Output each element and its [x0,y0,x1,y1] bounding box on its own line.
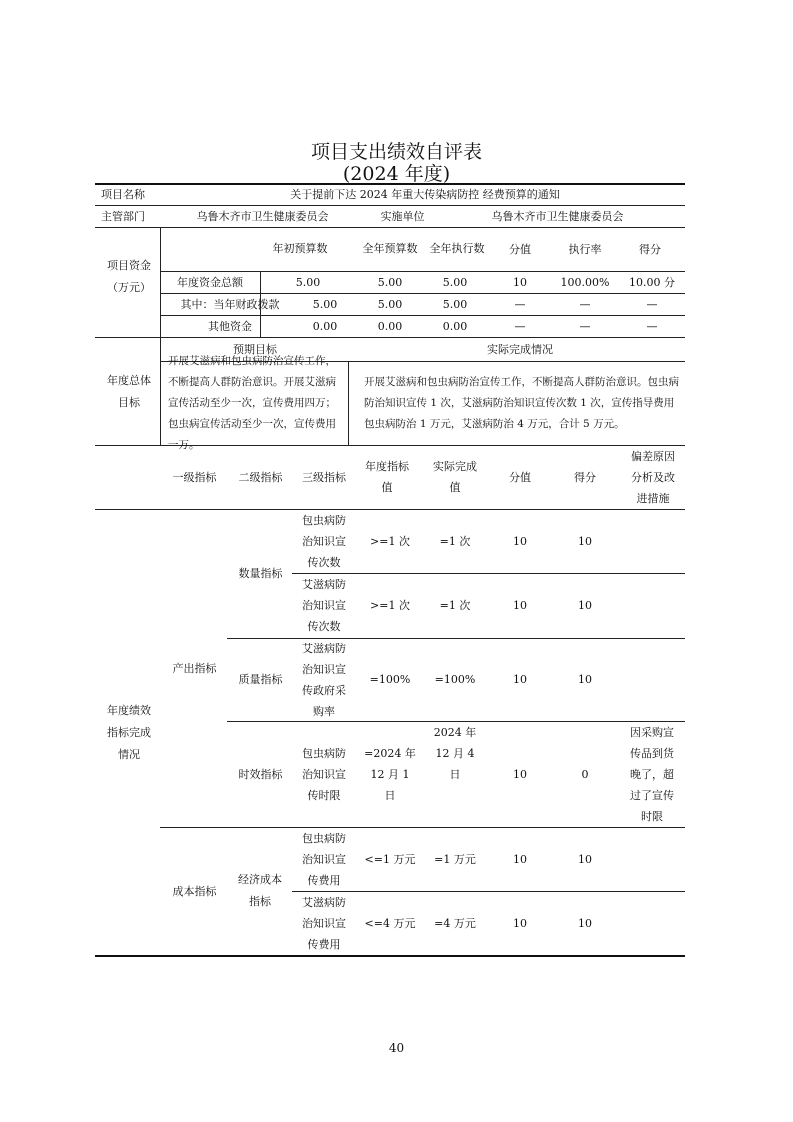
level1-output: 产出指标 [172,661,217,675]
indicators-section-label: 年度绩效指标完成情况 [107,704,151,761]
indicator-reason [624,509,682,573]
funds-cell: 10 [513,275,527,289]
funds-header-cell: 全年执行数 [429,242,485,255]
funds-cell: 5.00 [377,275,403,289]
funds-cell: — [514,319,526,333]
funds-cell: 0.00 [312,319,338,333]
funds-cell: 0.00 [442,319,468,333]
indicator-actual: 2024 年 12 月 4 日 [433,725,477,781]
indicator-weight: 10 [513,916,527,930]
page-subtitle: (2024 年度) [342,163,451,185]
indicator-l3: 包虫病防治知识宣传次数 [302,513,346,569]
expected-goal-header: 预期目标 [233,342,277,356]
funds-cell: 5.00 [312,297,338,311]
indicator-reason [624,573,682,638]
funds-cell: 5.00 [442,275,468,289]
indicator-score: 0 [581,767,589,781]
impl-label: 实施单位 [380,209,425,223]
indicator-header-l2: 二级指标 [238,470,283,484]
indicator-header-weight: 分值 [509,470,531,484]
indicator-header-score: 得分 [574,470,596,484]
funds-cell: — [514,297,526,311]
level2-quantity: 数量指标 [238,567,283,580]
indicator-actual: =1 次 [439,599,471,612]
goals-label: 年度总体目标 [107,374,151,409]
indicator-score: 10 [578,534,592,548]
indicator-actual: =1 万元 [434,852,476,866]
indicator-target: <=4 万元 [364,916,416,930]
project-name-label: 项目名称 [101,187,145,201]
dept-label: 主管部门 [101,209,145,223]
funds-label: 项目资金（万元） [107,259,151,294]
indicator-reason [624,891,682,955]
indicator-reason [624,638,682,721]
funds-cell: 100.00% [560,275,610,289]
indicator-target: =2024 年 12 月 1 日 [364,746,416,802]
indicator-reason [624,827,682,891]
indicator-score: 10 [578,599,592,612]
indicator-target: >=1 次 [370,534,410,548]
funds-header-cell: 执行率 [568,242,602,256]
actual-result-text: 开展艾滋病和包虫病防治宣传工作，不断提高人群防治意识。包虫病防治知识宣传 1 次，艾滋病防治知识宣传次数 1 次，宣传指导费用包虫病防治 1 万元，艾滋病防治 4 万元，合计 5 万元。 [364,375,679,430]
indicator-header-target: 年度指标值 [365,460,409,494]
funds-row-name: 年度资金总额 [177,275,243,289]
level2-timeliness: 时效指标 [238,767,283,781]
indicator-actual: =100% [434,673,476,686]
indicator-reason: 因采购宣传品到货晚了，超过了宣传时限 [630,725,674,823]
indicator-target: <=1 万元 [364,852,416,866]
indicator-header-actual: 实际完成值 [433,460,477,494]
funds-header-cell: 分值 [509,242,531,256]
funds-cell: 0.00 [377,319,403,333]
funds-cell: 10.00 分 [629,275,675,289]
funds-header-cell: 全年预算数 [362,242,418,255]
indicator-l3: 艾滋病防治知识宣传费用 [302,895,346,951]
indicator-l3: 包虫病防治知识宣传时限 [302,746,346,802]
rule-v [160,227,161,445]
indicator-score: 10 [578,852,592,866]
funds-cell: 5.00 [442,297,468,311]
indicator-weight: 10 [513,767,527,781]
actual-result-header: 实际完成情况 [487,342,553,356]
level1-cost: 成本指标 [172,884,217,898]
funds-cell: — [579,297,591,311]
funds-cell: — [646,297,658,311]
level2-economic-cost: 经济成本指标 [238,873,282,908]
indicator-weight: 10 [513,673,527,686]
indicator-l3: 艾滋病防治知识宣传政府采购率 [302,641,346,718]
page-title: 项目支出绩效自评表 [310,141,482,163]
funds-cell: — [646,319,658,333]
indicator-actual: =1 次 [439,534,471,548]
dept-value: 乌鲁木齐市卫生健康委员会 [196,209,329,223]
funds-cell: 5.00 [295,275,321,289]
funds-cell: — [579,319,591,333]
indicator-header-reason: 偏差原因分析及改进措施 [631,449,675,505]
indicator-header-l3: 三级指标 [302,470,346,484]
rule-v [348,361,349,445]
funds-row-name: 其他资金 [208,319,252,333]
funds-header-cell: 年初预算数 [272,242,328,255]
indicator-header-l1: 一级指标 [172,470,217,484]
table-bottom-border [95,955,685,957]
indicator-score: 10 [578,673,592,686]
funds-header-cell: 得分 [639,242,661,256]
level2-quality: 质量指标 [238,673,283,686]
funds-cell: 5.00 [377,297,403,311]
indicator-score: 10 [578,916,592,930]
page-number: 40 [388,1041,405,1055]
indicator-weight: 10 [513,852,527,866]
indicator-weight: 10 [513,534,527,548]
indicator-target: >=1 次 [370,599,410,612]
project-name-value: 关于提前下达 2024 年重大传染病防控 经费预算的通知 [290,187,560,201]
indicator-l3: 艾滋病防治知识宣传次数 [302,578,346,633]
impl-value: 乌鲁木齐市卫生健康委员会 [491,209,624,223]
indicator-weight: 10 [513,599,527,612]
indicator-actual: =4 万元 [434,916,476,930]
indicator-l3: 包虫病防治知识宣传费用 [302,831,346,887]
funds-row-name: 其中：当年财政拨款 [180,297,280,311]
indicator-target: =100% [369,673,411,686]
expected-goal-text: 开展艾滋病和包虫病防治宣传工作，不断提高人群防治意识。开展艾滋病宣传活动至少一次，宣传费用四万；包虫病宣传活动至少一次，宣传费用一万。 [168,354,336,451]
